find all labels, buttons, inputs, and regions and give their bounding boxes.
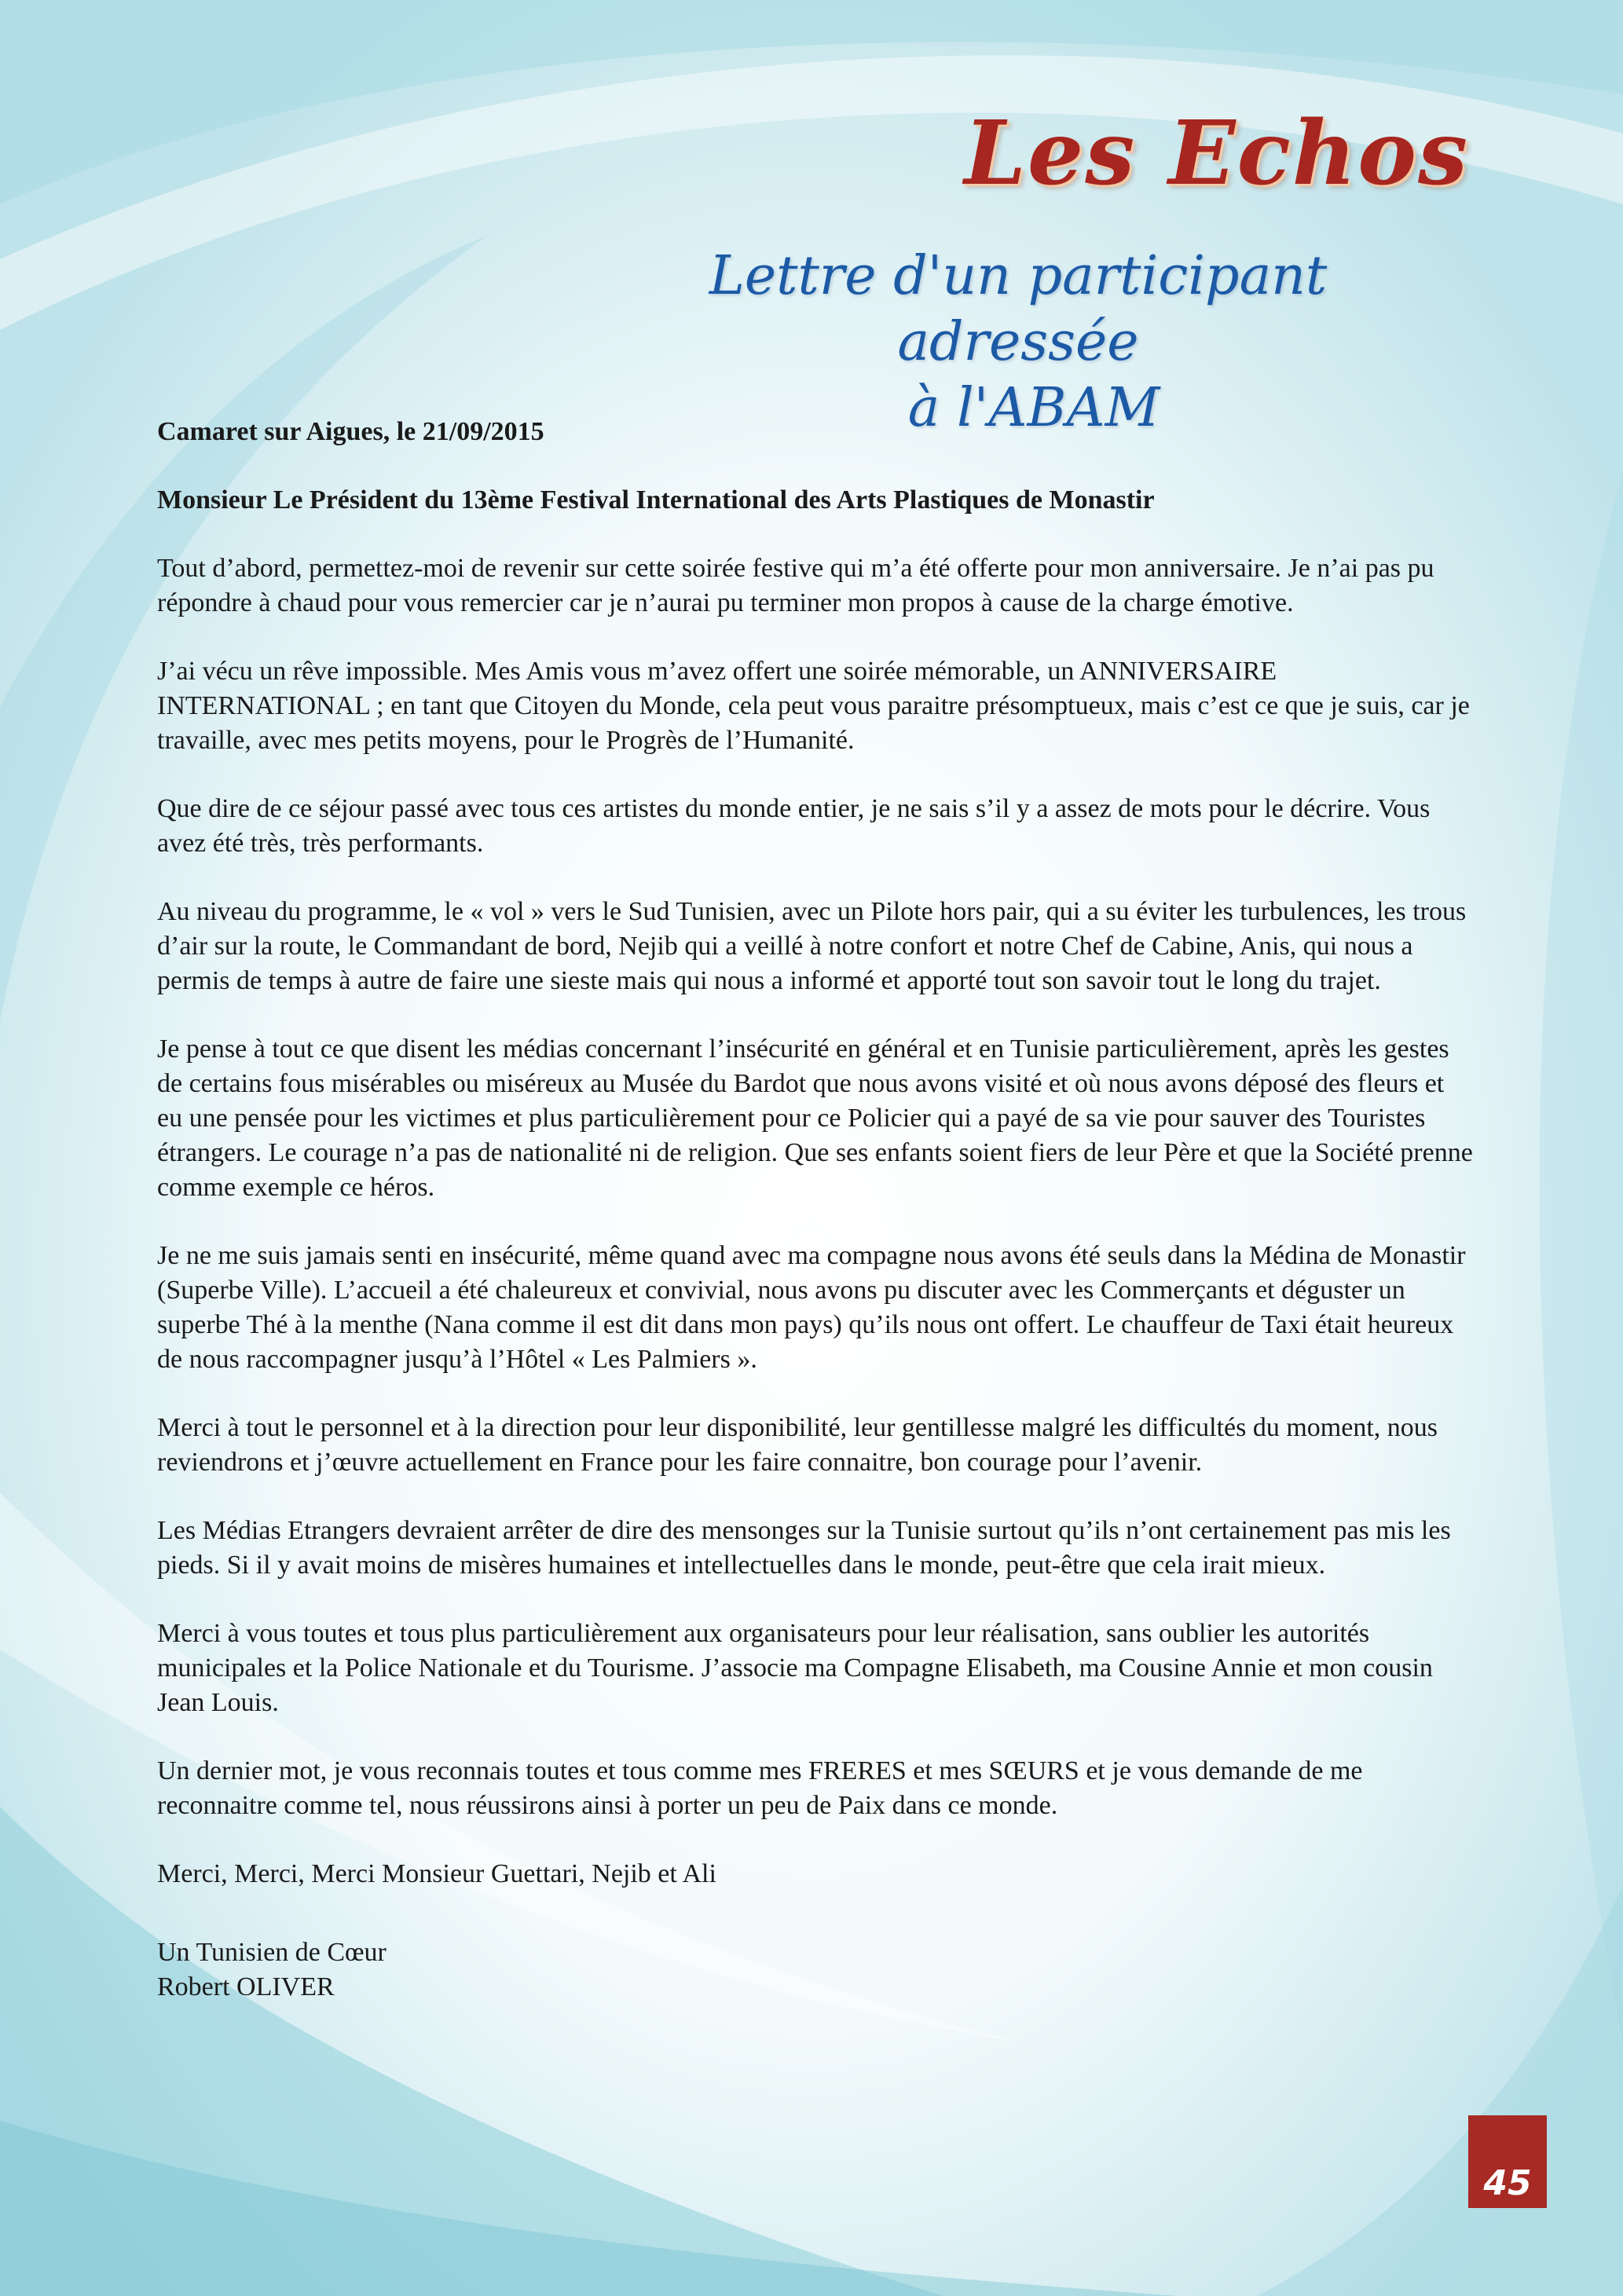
page-number-badge [1468, 2115, 1547, 2208]
letter-paragraph: J’ai vécu un rêve impossible. Mes Amis vous m’avez offert une soirée mémorable, un ANNIVERSAIRE INTERNATIONAL ; en tant que Citoyen du Monde, cela peut vous paraitre présomptueux, mais c’est ce que je suis, car je travaille, avec mes petits moyens, pour le Progrès de l’Humanité. [157, 657, 1470, 755]
letter-paragraph: Un dernier mot, je vous reconnais toutes et tous comme mes FRERES et mes SŒURS et je vous demande de me reconnaitre comme tel, nous réussirons ainsi à porter un peu de Paix dans ce monde. [157, 1756, 1363, 1820]
letter-paragraph: Les Médias Etrangers devraient arrêter de dire des mensonges sur la Tunisie surtout qu’ils n’ont certainement pas mis les pieds. Si il y avait moins de misères humaines et intellectuelles dans le monde, peut-être que cela irait mieux. [157, 1516, 1451, 1580]
letter-paragraph: Merci à tout le personnel et à la direction pour leur disponibilité, leur gentillesse malgré les difficultés du moment, nous reviendrons et j’œuvre actuellement en France pour les faire connaitre, bon courage pour l’avenir. [157, 1413, 1438, 1477]
letter-paragraph: Je pense à tout ce que disent les médias concernant l’insécurité en général et en Tunisie particulièrement, après les gestes de certains fous misérables ou miséreux au Musée du Bardot que nous avons visité et où nous avons déposé des fleurs et eu une pensée pour les victimes et plus particulièrement pour ce Policier qui a payé de sa vie pour sauver des Touristes étrangers. Le courage n’a pas de nationalité ni de religion. Que ses enfants soient fiers de leur Père et que la Société prenne comme exemple ce héros. [157, 1034, 1473, 1202]
letter-paragraph: Je ne me suis jamais senti en insécurité, même quand avec ma compagne nous avons été seuls dans la Médina de Monastir (Superbe Ville). L’accueil a été chaleureux et convivial, nous avons pu discuter avec les Commerçants et déguster un superbe Thé à la menthe (Nana comme il est dit dans mon pays) qu’ils nous ont offert. Le chauffeur de Taxi était heureux de nous raccompagner jusqu’à l’Hôtel « Les Palmiers ». [157, 1241, 1466, 1374]
letter-paragraph: Merci à vous toutes et tous plus particulièrement aux organisateurs pour leur réalisation, sans oublier les autorités municipales et la Police Nationale et du Tourisme. J’associe ma Compagne Elisabeth, ma Cousine Annie et mon cousin Jean Louis. [157, 1619, 1433, 1717]
letter-paragraph: Que dire de ce séjour passé avec tous ces artistes du monde entier, je ne sais s’il y a assez de mots pour le décrire. Vous avez été très, très performants. [157, 794, 1431, 858]
letter-closing: Merci, Merci, Merci Monsieur Guettari, Nejib et Ali [157, 1859, 716, 1888]
signature-name: Robert OLIVER [157, 1972, 335, 2001]
subtitle-line-1: Lettre d'un participant adressée [709, 245, 1328, 373]
signature-line-1: Un Tunisien de Cœur [157, 1938, 387, 1967]
letter-paragraph: Au niveau du programme, le « vol » vers le Sud Tunisien, avec un Pilote hors pair, qui a su éviter les turbulences, les trous d’air sur la route, le Commandant de bord, Nejib qui a veillé à notre confort et notre Chef de Cabine, Anis, qui nous a permis de temps à autre de faire une sieste mais qui nous a informé et apporté tout son savoir tout le long du trajet. [157, 897, 1467, 995]
page-number: 45 [1483, 2163, 1532, 2203]
letter-place-date: Camaret sur Aigues, le 21/09/2015 [157, 417, 544, 446]
letter-paragraph: Tout d’abord, permettez-moi de revenir sur cette soirée festive qui m’a été offerte pour mon anniversaire. Je n’ai pas pu répondre à chaud pour vous remercier car je n’aurai pu terminer mon propos à cause de la charge émotive. [157, 554, 1434, 617]
letter-body [157, 415, 1473, 2005]
section-subtitle [586, 244, 1450, 441]
magazine-brand: Les Echos [964, 102, 1469, 205]
signature-block [157, 1935, 1473, 2005]
subtitle-line-2: à l'ABAM [907, 377, 1160, 439]
letter-salutation: Monsieur Le Président du 13ème Festival International des Arts Plastiques de Monastir [157, 485, 1155, 514]
